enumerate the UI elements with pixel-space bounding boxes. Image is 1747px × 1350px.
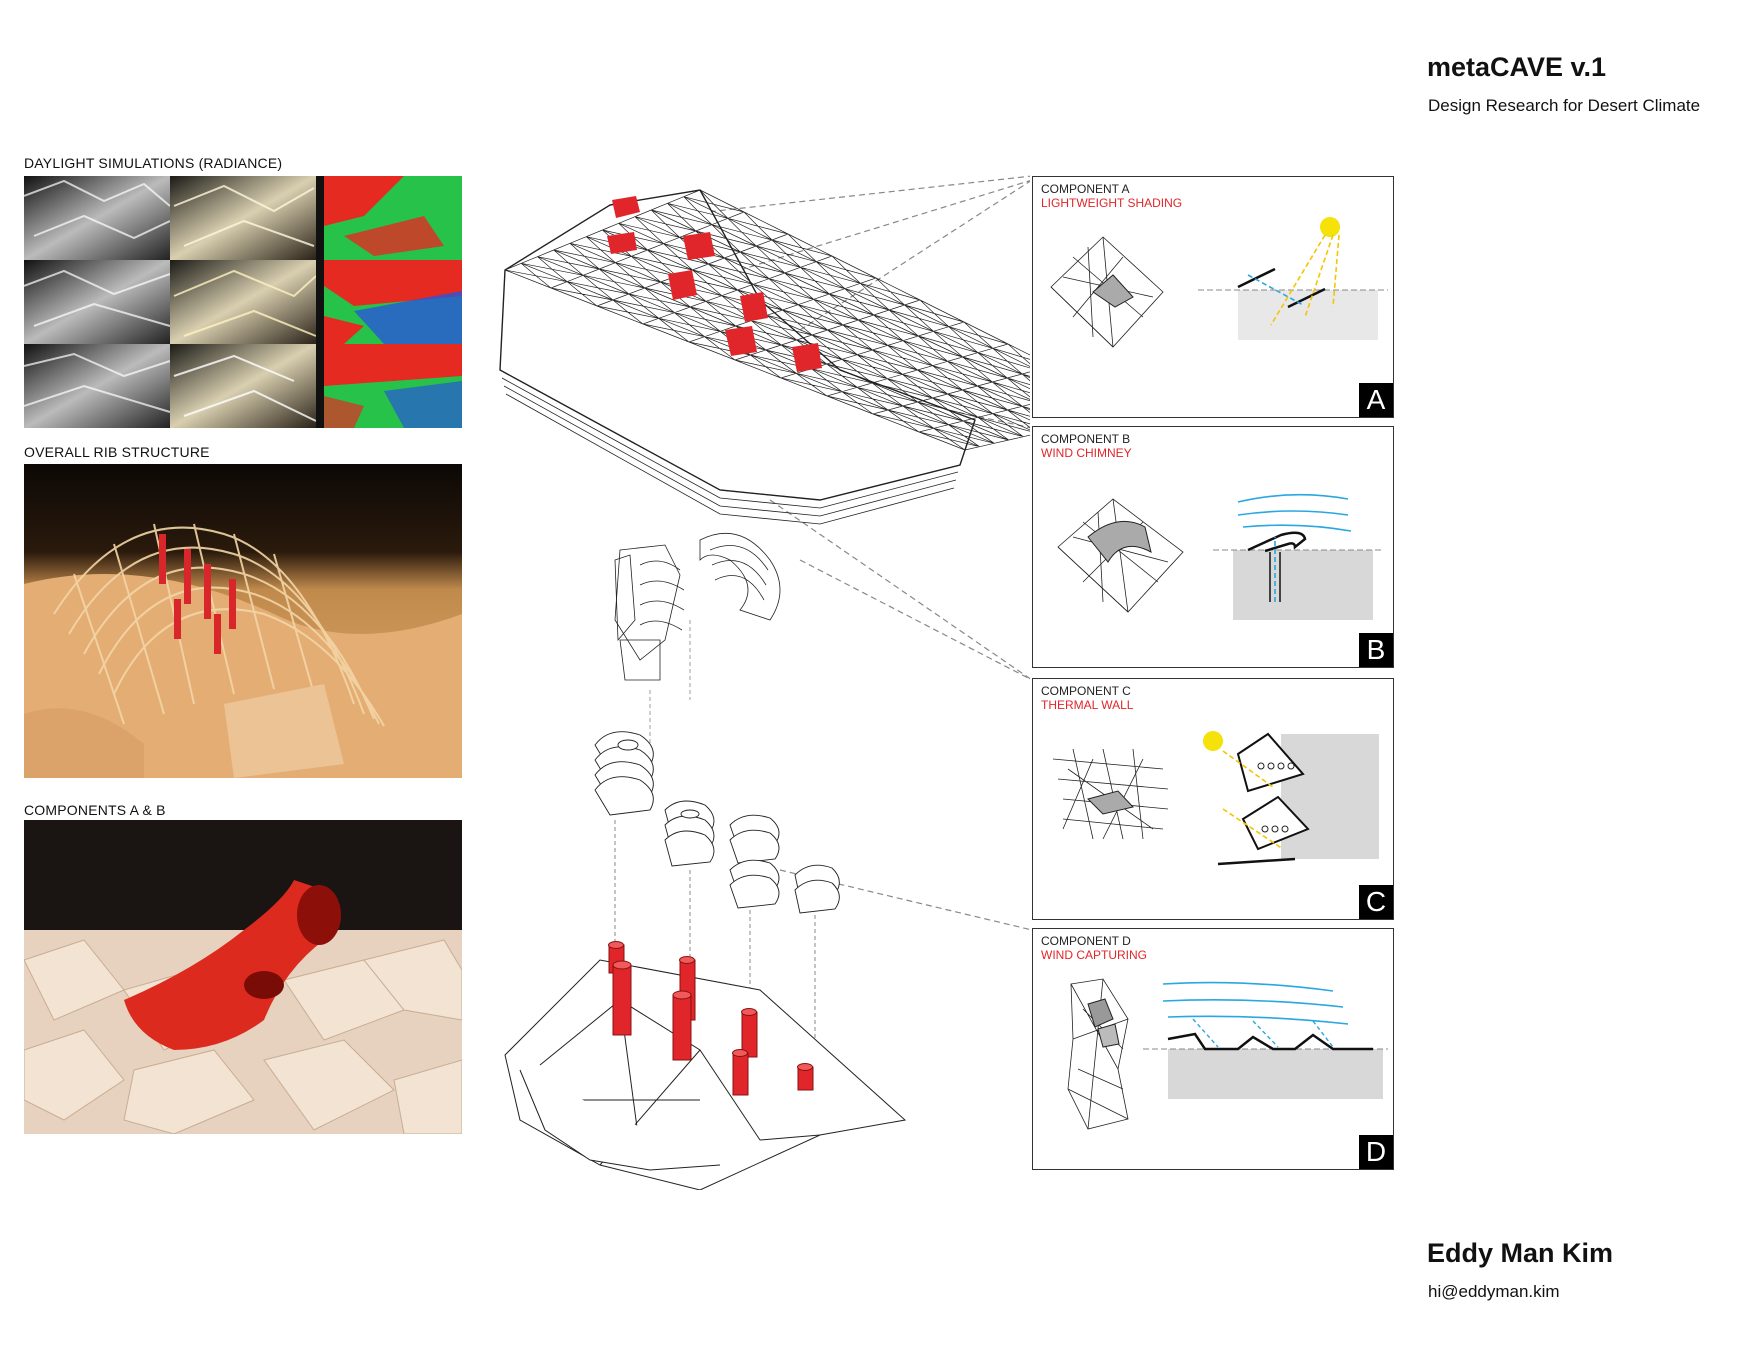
daylight-simulation-grid <box>24 176 462 428</box>
component-b-diagram <box>1033 427 1393 667</box>
component-d-letter: D <box>1359 1135 1393 1169</box>
base-terrain <box>505 960 905 1190</box>
component-a-diagram <box>1033 177 1393 417</box>
false-color-renders <box>316 176 462 428</box>
component-d-subtitle: WIND CAPTURING <box>1041 948 1147 962</box>
component-d-name: COMPONENT D <box>1041 934 1131 948</box>
daylight-simulations-label: DAYLIGHT SIMULATIONS (RADIANCE) <box>24 155 283 171</box>
page-subtitle: Design Research for Desert Climate <box>1428 96 1701 115</box>
component-d-panel <box>1032 928 1394 1170</box>
author-email[interactable]: hi@eddyman.kim <box>1428 1282 1560 1301</box>
color-renders <box>170 176 316 428</box>
component-b-panel <box>1032 426 1394 668</box>
component-a-letter: A <box>1359 383 1393 417</box>
component-d-diagram <box>1033 929 1393 1169</box>
rib-structure-label: OVERALL RIB STRUCTURE <box>24 444 210 460</box>
component-a-name: COMPONENT A <box>1041 182 1130 196</box>
component-b-letter: B <box>1359 633 1393 667</box>
component-a-panel <box>1032 176 1394 418</box>
component-b-name: COMPONENT B <box>1041 432 1131 446</box>
page-title: metaCAVE v.1 <box>1427 52 1607 82</box>
components-ab-photo <box>24 820 462 1134</box>
component-c-name: COMPONENT C <box>1041 684 1131 698</box>
component-c-panel <box>1032 678 1394 920</box>
rib-structure-photo <box>24 464 462 778</box>
axonometric-diagram <box>490 160 1030 1190</box>
component-c-subtitle: THERMAL WALL <box>1041 698 1134 712</box>
component-c-diagram <box>1033 679 1393 919</box>
component-a-subtitle: LIGHTWEIGHT SHADING <box>1041 196 1183 210</box>
chimney-rib-stacks <box>595 732 839 913</box>
component-c-letter: C <box>1359 885 1393 919</box>
author-name: Eddy Man Kim <box>1427 1238 1614 1268</box>
component-b-subtitle: WIND CHIMNEY <box>1041 446 1132 460</box>
components-ab-label: COMPONENTS A & B <box>24 802 166 818</box>
grayscale-renders <box>24 176 170 428</box>
